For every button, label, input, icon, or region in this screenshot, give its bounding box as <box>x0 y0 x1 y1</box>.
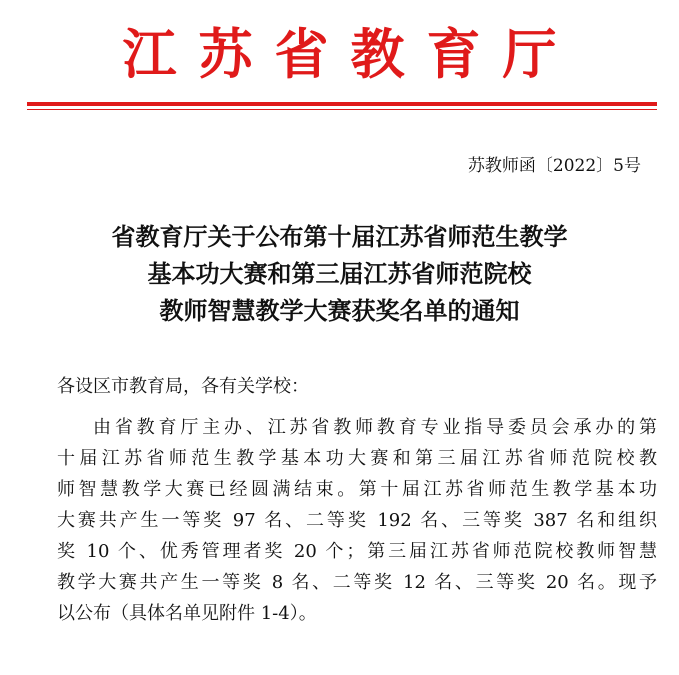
body-line: 师智慧教学大赛已经圆满结束。第十届江苏省师范生教学基本功 <box>57 479 657 500</box>
body-line: 以公布（具体名单见附件 1-4）。 <box>57 603 317 624</box>
document-title-line: 基本功大赛和第三届江苏省师范院校 <box>147 259 532 288</box>
document-title <box>0 218 679 329</box>
salutation: 各设区市教育局，各有关学校： <box>57 376 309 397</box>
issuer-title: 江苏省教育厅 <box>122 23 579 86</box>
document-number: 苏教师函〔2022〕5号 <box>467 156 641 176</box>
header-red-rule-thick <box>27 102 657 106</box>
document-title-line: 教师智慧教学大赛获奖名单的通知 <box>159 296 520 325</box>
body-line: 十届江苏省师范生教学基本功大赛和第三届江苏省师范院校教 <box>57 448 657 469</box>
body-paragraph <box>57 412 657 629</box>
body-line: 奖 10 个、优秀管理者奖 20 个；第三届江苏省师范院校教师智慧 <box>57 541 657 562</box>
body-line: 教学大赛共产生一等奖 8 名、二等奖 12 名、三等奖 20 名。现予 <box>57 572 657 593</box>
body-line: 大赛共产生一等奖 97 名、二等奖 192 名、三等奖 387 名和组织 <box>57 510 657 531</box>
body-line: 由省教育厅主办、江苏省教师教育专业指导委员会承办的第 <box>93 417 657 438</box>
document-title-line: 省教育厅关于公布第十届江苏省师范生教学 <box>111 222 568 251</box>
header-red-rule-thin <box>27 109 657 110</box>
